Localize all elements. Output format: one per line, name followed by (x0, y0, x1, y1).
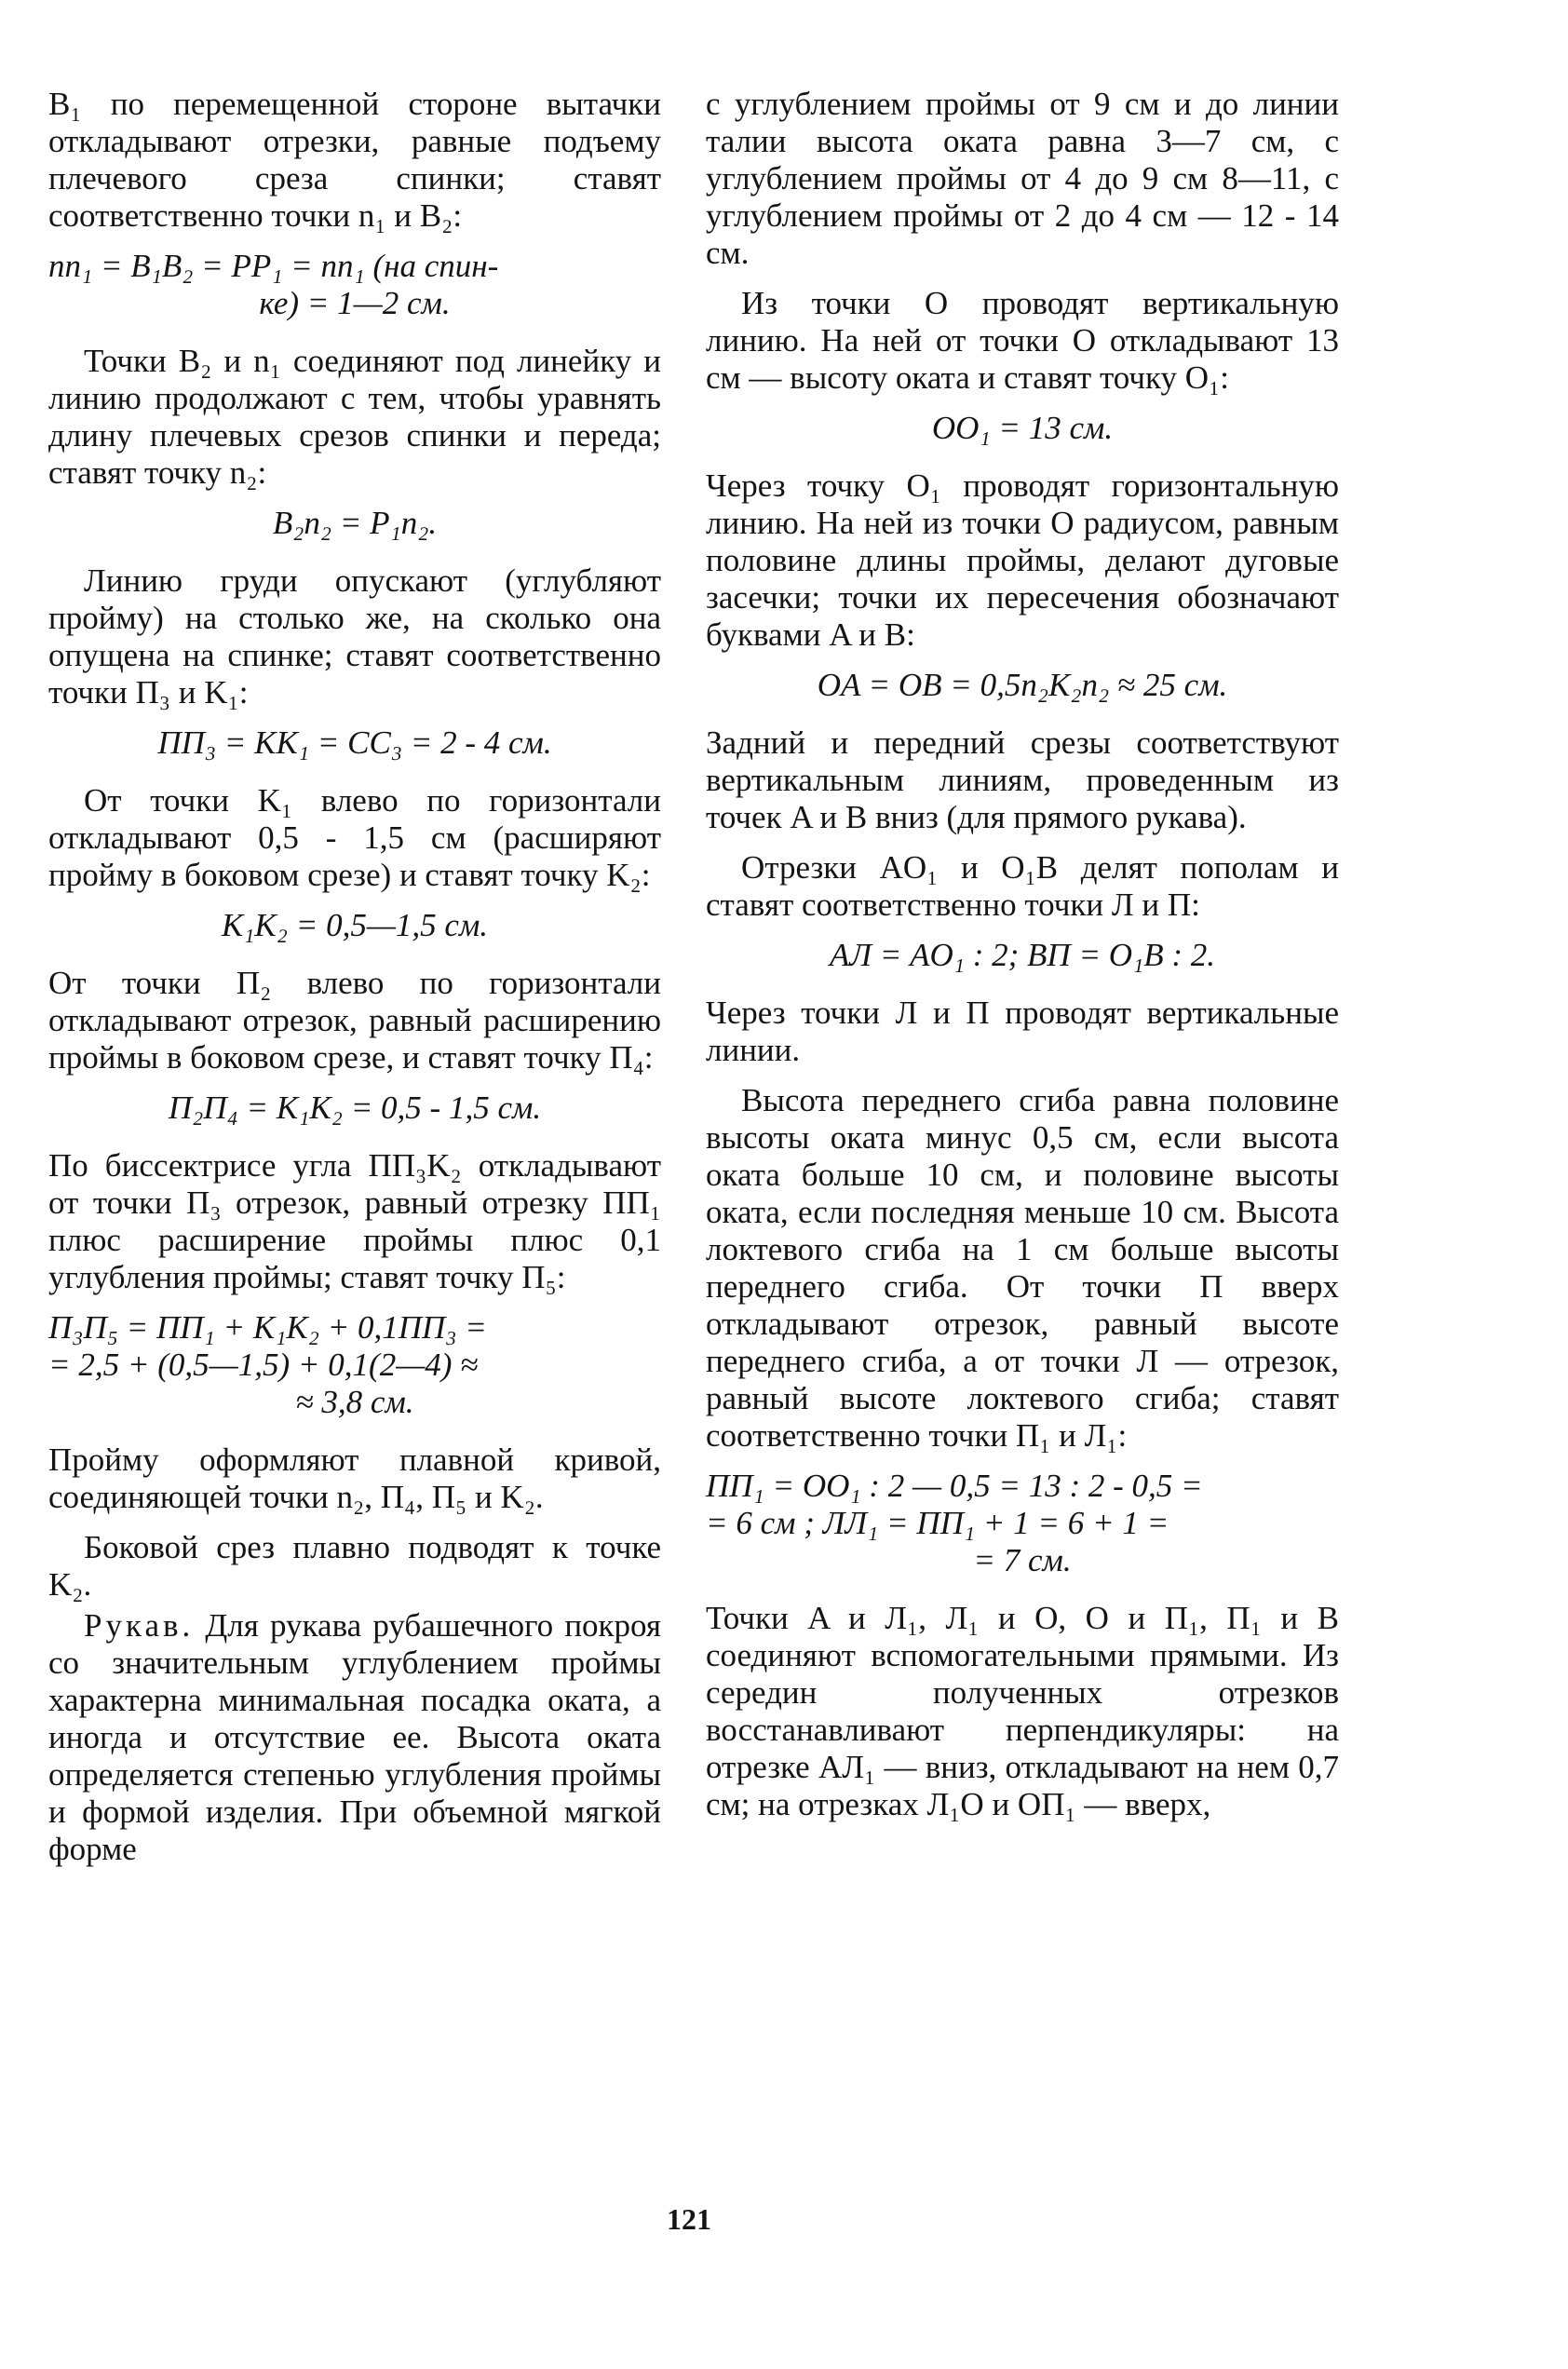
paragraph: с углублением проймы от 9 см и до линии талии высота оката равна 3—7 см, с углублением проймы от 4 до 9 см 8—11, с углублением проймы от 2 до 4 см — 12 - 14 см. (706, 86, 1339, 271)
formula: = 6 см ; ЛЛ₁ = ПП₁ + 1 = 6 + 1 = (706, 1505, 1169, 1541)
formula: nn₁ = B₁B₂ = PP₁ = nn₁ (на спин- (48, 248, 499, 284)
paragraph (48, 1607, 661, 1868)
paragraph: От точки K₁ влево по горизонтали откладывают 0,5 - 1,5 см (расширяют пройму в боковом срезе) и ставят точку K₂: (48, 782, 661, 893)
formula: ПП₁ = OO₁ : 2 — 0,5 = 13 : 2 - 0,5 = (706, 1468, 1203, 1504)
paragraph: Через точки Л и П проводят вертикальные линии. (706, 995, 1339, 1068)
formula: ПП₃ = KK₁ = CC₃ = 2 - 4 см. (157, 724, 552, 761)
formula: ке) = 1—2 см. (259, 285, 451, 321)
paragraph: Через точку O₁ проводят горизонтальную линию. На ней из точки O радиусом, равным половине длины проймы, делают дуговые засечки; точки их пересечения обозначают буквами A и B: (706, 467, 1339, 653)
paragraph: Из точки O проводят вертикальную линию. На ней от точки O откладывают 13 см — высоту оката и ставят точку O₁: (706, 285, 1339, 396)
section-lead: Рукав. (84, 1607, 195, 1644)
paragraph: Высота переднего сгиба равна половине высоты оката минус 0,5 см, если высота оката больше 10 см, и половине высоты оката, если последняя меньше 10 см. Высота локтевого сгиба на 1 см больше высоты переднего сгиба. От точки П вверх откладывают отрезок, равный высоте переднего сгиба, а от точки Л — отрезок, равный высоте локтевого сгиба; ставят соответственно точки П₁ и Л₁: (706, 1082, 1339, 1454)
paragraph: Задний и передний срезы соответствуют вертикальным линиям, проведенным из точек A и B вниз (для прямого рукава). (706, 724, 1339, 835)
paragraph: B₁ по перемещенной стороне вытачки откладывают отрезки, равные подъему плечевого среза спинки; ставят соответственно точки n₁ и B₂: (48, 86, 661, 234)
formula: ≈ 3,8 см. (295, 1384, 414, 1420)
paragraph: Отрезки AO₁ и O₁B делят пополам и ставят соответственно точки Л и П: (706, 849, 1339, 923)
formula: = 7 см. (973, 1542, 1072, 1578)
formula: AЛ = AO₁ : 2; BП = O₁B : 2. (829, 937, 1216, 973)
paragraph: Точки A и Л₁, Л₁ и O, O и П₁, П₁ и B соединяют вспомогательными прямыми. Из середин полученных отрезков восстанавливают перпендикуляры: на отрезке AЛ₁ — вниз, откладывают на нем 0,7 см; на отрезках Л₁O и OП₁ — вверх, (706, 1600, 1339, 1822)
left-column (48, 86, 661, 1881)
paragraph-text: Для рукава рубашечного покроя со значительным углублением проймы характерна минимальная посадка оката, а иногда и отсутствие ее. Высота оката определяется степенью углубления проймы и формой изделия. При объемной мягкой форме (48, 1607, 661, 1867)
formula: П₃П₅ = ПП₁ + K₁K₂ + 0,1ПП₃ = (48, 1309, 487, 1346)
formula: = 2,5 + (0,5—1,5) + 0,1(2—4) ≈ (48, 1347, 479, 1383)
formula: OO₁ = 13 см. (931, 410, 1114, 446)
paragraph: От точки П₂ влево по горизонтали откладывают отрезок, равный расширению проймы в боковом срезе, и ставят точку П₄: (48, 965, 661, 1076)
formula: П₂П₄ = K₁K₂ = 0,5 - 1,5 см. (168, 1090, 542, 1126)
page-number: 121 (667, 2202, 711, 2236)
paragraph: Пройму оформляют плавной кривой, соединяющей точки n₂, П₄, П₅ и K₂. (48, 1442, 661, 1515)
paragraph: Боковой срез плавно подводят к точке K₂. (48, 1529, 661, 1603)
formula: K₁K₂ = 0,5—1,5 см. (221, 907, 489, 943)
paragraph: Точки B₂ и n₁ соединяют под линейку и линию продолжают с тем, чтобы уравнять длину плечевых срезов спинки и переда; ставят точку n₂: (48, 343, 661, 491)
right-column (706, 86, 1339, 1836)
formula: OA = OB = 0,5n₂K₂n₂ ≈ 25 см. (817, 667, 1228, 703)
paragraph: Линию груди опускают (углубляют пройму) на столько же, на сколько она опущена на спинке; ставят соответственно точки П₃ и K₁: (48, 562, 661, 711)
paragraph: По биссектрисе угла ПП₃K₂ откладывают от точки П₃ отрезок, равный отрезку ПП₁ плюс расширение проймы плюс 0,1 углубления проймы; ставят точку П₅: (48, 1147, 661, 1295)
formula: B₂n₂ = P₁n₂. (272, 505, 438, 541)
